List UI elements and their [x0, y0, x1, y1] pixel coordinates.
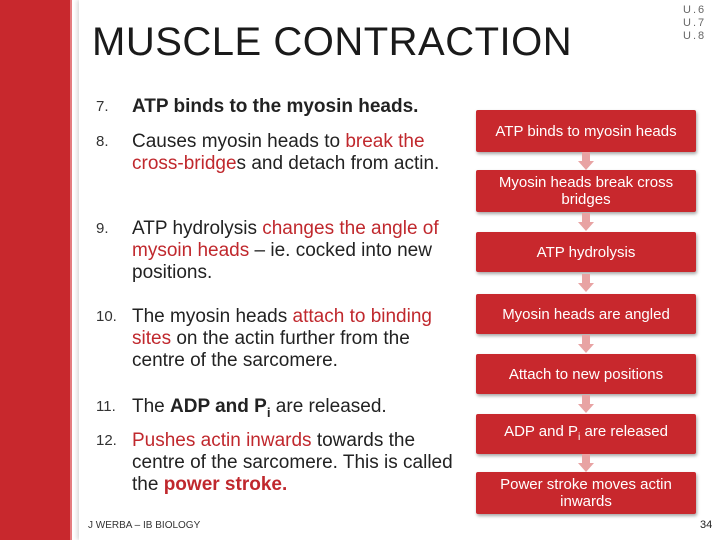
step-number: 9. — [96, 220, 109, 237]
flow-step-label: ATP hydrolysis — [536, 243, 636, 261]
flow-step-label: Myosin heads break cross bridges — [498, 174, 674, 208]
unit-code: U.7 — [683, 17, 707, 29]
flow-step-box — [476, 170, 696, 212]
down-arrow-icon — [578, 213, 594, 231]
flow-step-label: ATP binds to myosin heads — [495, 122, 677, 140]
step-number: 11. — [96, 398, 116, 415]
slide-title: MUSCLE CONTRACTION — [92, 20, 573, 64]
flow-step-box — [476, 110, 696, 152]
step-number: 12. — [96, 432, 117, 449]
down-arrow-icon — [578, 395, 594, 413]
flow-step-label: Power stroke moves actin inwards — [500, 476, 672, 510]
unit-codes — [683, 4, 713, 43]
flow-step-label: Myosin heads are angled — [502, 305, 670, 323]
page-number: 34 — [700, 519, 713, 531]
accent-divider — [70, 0, 72, 540]
flow-step-label: ADP and $P_i$ are released — [504, 422, 668, 443]
step-text: The myosin heads attach to binding sites on the actin further from the centre of the sarcomere. — [132, 306, 432, 371]
step-text: Causes myosin heads to break the cross-bridges and detach from actin. — [132, 131, 440, 174]
down-arrow-icon — [578, 335, 594, 353]
flow-step-box — [476, 232, 696, 272]
step-text: Pushes actin inwards towards the centre of the sarcomere. This is called the power stroke. — [132, 430, 453, 495]
flow-step-box — [476, 414, 696, 454]
flow-step-box — [476, 354, 696, 394]
step-number: 8. — [96, 133, 109, 150]
down-arrow-icon — [578, 152, 594, 170]
step-number: 7. — [96, 98, 109, 115]
step-text: The ADP and $P_i$ are released. — [132, 396, 387, 420]
step-number: 10. — [96, 308, 117, 325]
footer-credit: J WERBA – IB BIOLOGY — [88, 520, 201, 531]
step-text: ATP hydrolysis changes the angle of mysoin heads – ie. cocked into new positions. — [132, 218, 439, 283]
down-arrow-icon — [578, 274, 594, 292]
flow-step-box — [476, 294, 696, 334]
unit-code: U.8 — [683, 30, 707, 42]
left-accent-bar — [0, 0, 70, 540]
flow-step-box — [476, 472, 696, 514]
unit-code: U.6 — [683, 4, 707, 16]
down-arrow-icon — [578, 454, 594, 472]
flow-step-label: Attach to new positions — [508, 365, 664, 383]
step-text: ATP binds to the myosin heads. — [132, 96, 419, 117]
